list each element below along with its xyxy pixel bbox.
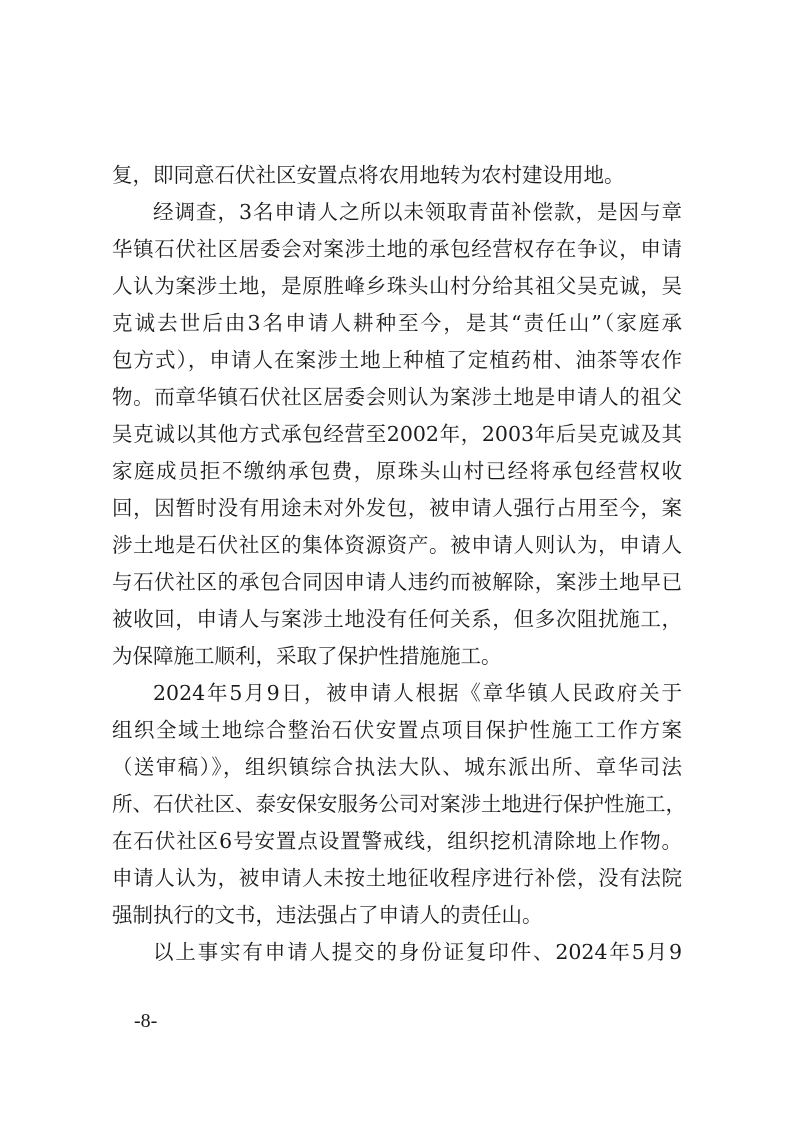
text-line: 人认为案涉土地，是原胜峰乡珠头山村分给其祖父吴克诚，吴: [112, 274, 682, 298]
text-line: 家庭成员拒不缴纳承包费，原珠头山村已经将承包经营权收: [112, 459, 682, 483]
text-line: 克诚去世后由3名申请人耕种至今，是其“责任山”（家庭承: [112, 311, 682, 335]
text-line: 与石伏社区的承包合同因申请人违约而被解除，案涉土地早已: [112, 570, 682, 594]
text-line: 包方式），申请人在案涉土地上种植了定植药柑、油茶等农作: [112, 348, 682, 372]
text-line: 为保障施工顺利，采取了保护性措施施工。: [112, 644, 502, 668]
text-line: 被收回，申请人与案涉土地没有任何关系，但多次阻扰施工，: [112, 607, 682, 631]
text-line: （送审稿）》，组织镇综合执法大队、城东派出所、章华司法: [112, 755, 682, 779]
text-line: 强制执行的文书，违法强占了申请人的责任山。: [112, 903, 543, 927]
text-line: 华镇石伏社区居委会对案涉土地的承包经营权存在争议，申请: [112, 237, 682, 261]
text-line: 申请人认为，被申请人未按土地征收程序进行补偿，没有法院: [112, 866, 682, 890]
paragraph-start-line: 以上事实有申请人提交的身份证复印件、2024年5月9: [153, 940, 682, 964]
text-line: 在石伏社区6号安置点设置警戒线，组织挖机清除地上作物。: [112, 829, 682, 853]
text-line: 涉土地是石伏社区的集体资源资产。被申请人则认为，申请人: [112, 533, 682, 557]
text-line: 复，即同意石伏社区安置点将农用地转为农村建设用地。: [112, 163, 625, 187]
text-line: 吴克诚以其他方式承包经营至2002年，2003年后吴克诚及其: [112, 422, 682, 446]
paragraph-start-line: 2024年5月9日，被申请人根据《章华镇人民政府关于: [153, 681, 682, 705]
text-line: 物。而章华镇石伏社区居委会则认为案涉土地是申请人的祖父: [112, 385, 682, 409]
text-line: 组织全域土地综合整治石伏安置点项目保护性施工工作方案: [112, 718, 682, 742]
paragraph-start-line: 经调查，3名申请人之所以未领取青苗补偿款，是因与章: [153, 200, 682, 224]
page-number: -8-: [134, 1010, 158, 1032]
text-line: 所、石伏社区、泰安保安服务公司对案涉土地进行保护性施工，: [112, 792, 686, 816]
body-text: [112, 157, 686, 971]
text-line: 回，因暂时没有用途未对外发包，被申请人强行占用至今，案: [112, 496, 682, 520]
